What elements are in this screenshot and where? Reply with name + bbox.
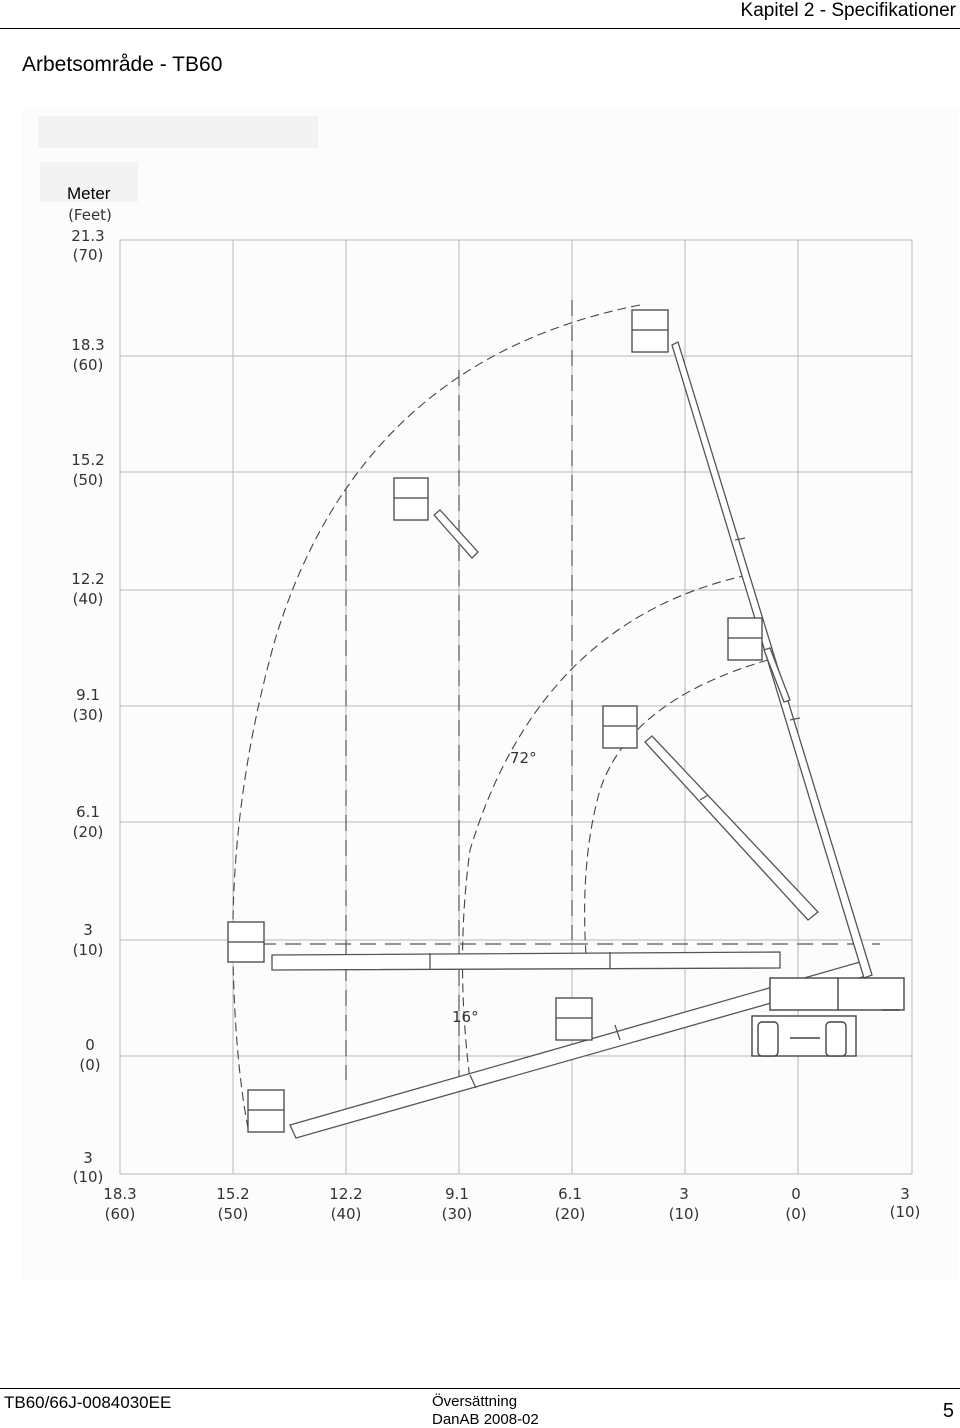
x-tick-m: 6.1 bbox=[558, 1185, 582, 1203]
x-tick-ft: (10) bbox=[668, 1205, 700, 1223]
x-tick-m: 12.2 bbox=[329, 1185, 363, 1203]
y-tick-m: 0 bbox=[85, 1036, 95, 1054]
x-tick-ft: (50) bbox=[217, 1205, 249, 1223]
footer-translation-date: DanAB 2008-02 bbox=[432, 1411, 539, 1428]
y-tick-feet-unit: (Feet) bbox=[68, 206, 112, 224]
y-tick-m: 12.2 bbox=[71, 570, 105, 588]
y-tick-ft: (20) bbox=[72, 823, 104, 841]
x-tick-ft: (10) bbox=[889, 1203, 921, 1221]
x-tick-ft: (20) bbox=[554, 1205, 586, 1223]
x-tick-m: 18.3 bbox=[103, 1185, 137, 1203]
x-tick-m: 15.2 bbox=[216, 1185, 250, 1203]
x-tick-m: 3 bbox=[679, 1185, 689, 1203]
y-tick-m: 18.3 bbox=[71, 336, 105, 354]
page-title: Arbetsområde - TB60 bbox=[22, 53, 223, 76]
angle-label-lower: 16° bbox=[452, 1008, 479, 1026]
footer-rule bbox=[0, 1388, 960, 1389]
y-tick-m: 15.2 bbox=[71, 451, 105, 469]
angle-label-upper: 72° bbox=[510, 749, 537, 767]
y-tick-m: 21.3 bbox=[71, 227, 105, 245]
x-tick-ft: (40) bbox=[330, 1205, 362, 1223]
y-tick-ft: (10) bbox=[72, 1168, 104, 1186]
x-tick-ft: (0) bbox=[785, 1205, 807, 1223]
footer-doc-number: TB60/66J-0084030EE bbox=[4, 1393, 172, 1412]
chapter-heading: Kapitel 2 - Specifikationer bbox=[740, 0, 956, 21]
x-tick-m: 3 bbox=[900, 1185, 910, 1203]
y-tick-m: 6.1 bbox=[76, 803, 100, 821]
y-tick-ft: (50) bbox=[72, 471, 104, 489]
y-tick-m: 3 bbox=[83, 1149, 93, 1167]
y-tick-ft: (30) bbox=[72, 706, 104, 724]
unit-label-meter: Meter bbox=[67, 184, 111, 203]
footer-translation: Översättning bbox=[432, 1393, 518, 1410]
y-tick-ft: (70) bbox=[72, 246, 104, 264]
y-tick-m: 3 bbox=[83, 921, 93, 939]
y-tick-ft: (0) bbox=[79, 1056, 101, 1074]
y-tick-m: 9.1 bbox=[76, 686, 100, 704]
blank-label-box bbox=[38, 116, 318, 148]
x-tick-ft: (60) bbox=[104, 1205, 136, 1223]
y-tick-ft: (10) bbox=[72, 941, 104, 959]
y-tick-ft: (60) bbox=[72, 356, 104, 374]
y-tick-ft: (40) bbox=[72, 590, 104, 608]
page-number: 5 bbox=[942, 1400, 954, 1422]
x-tick-ft: (30) bbox=[441, 1205, 473, 1223]
diagram-background bbox=[22, 108, 958, 1280]
x-tick-m: 0 bbox=[791, 1185, 801, 1203]
x-tick-m: 9.1 bbox=[445, 1185, 469, 1203]
